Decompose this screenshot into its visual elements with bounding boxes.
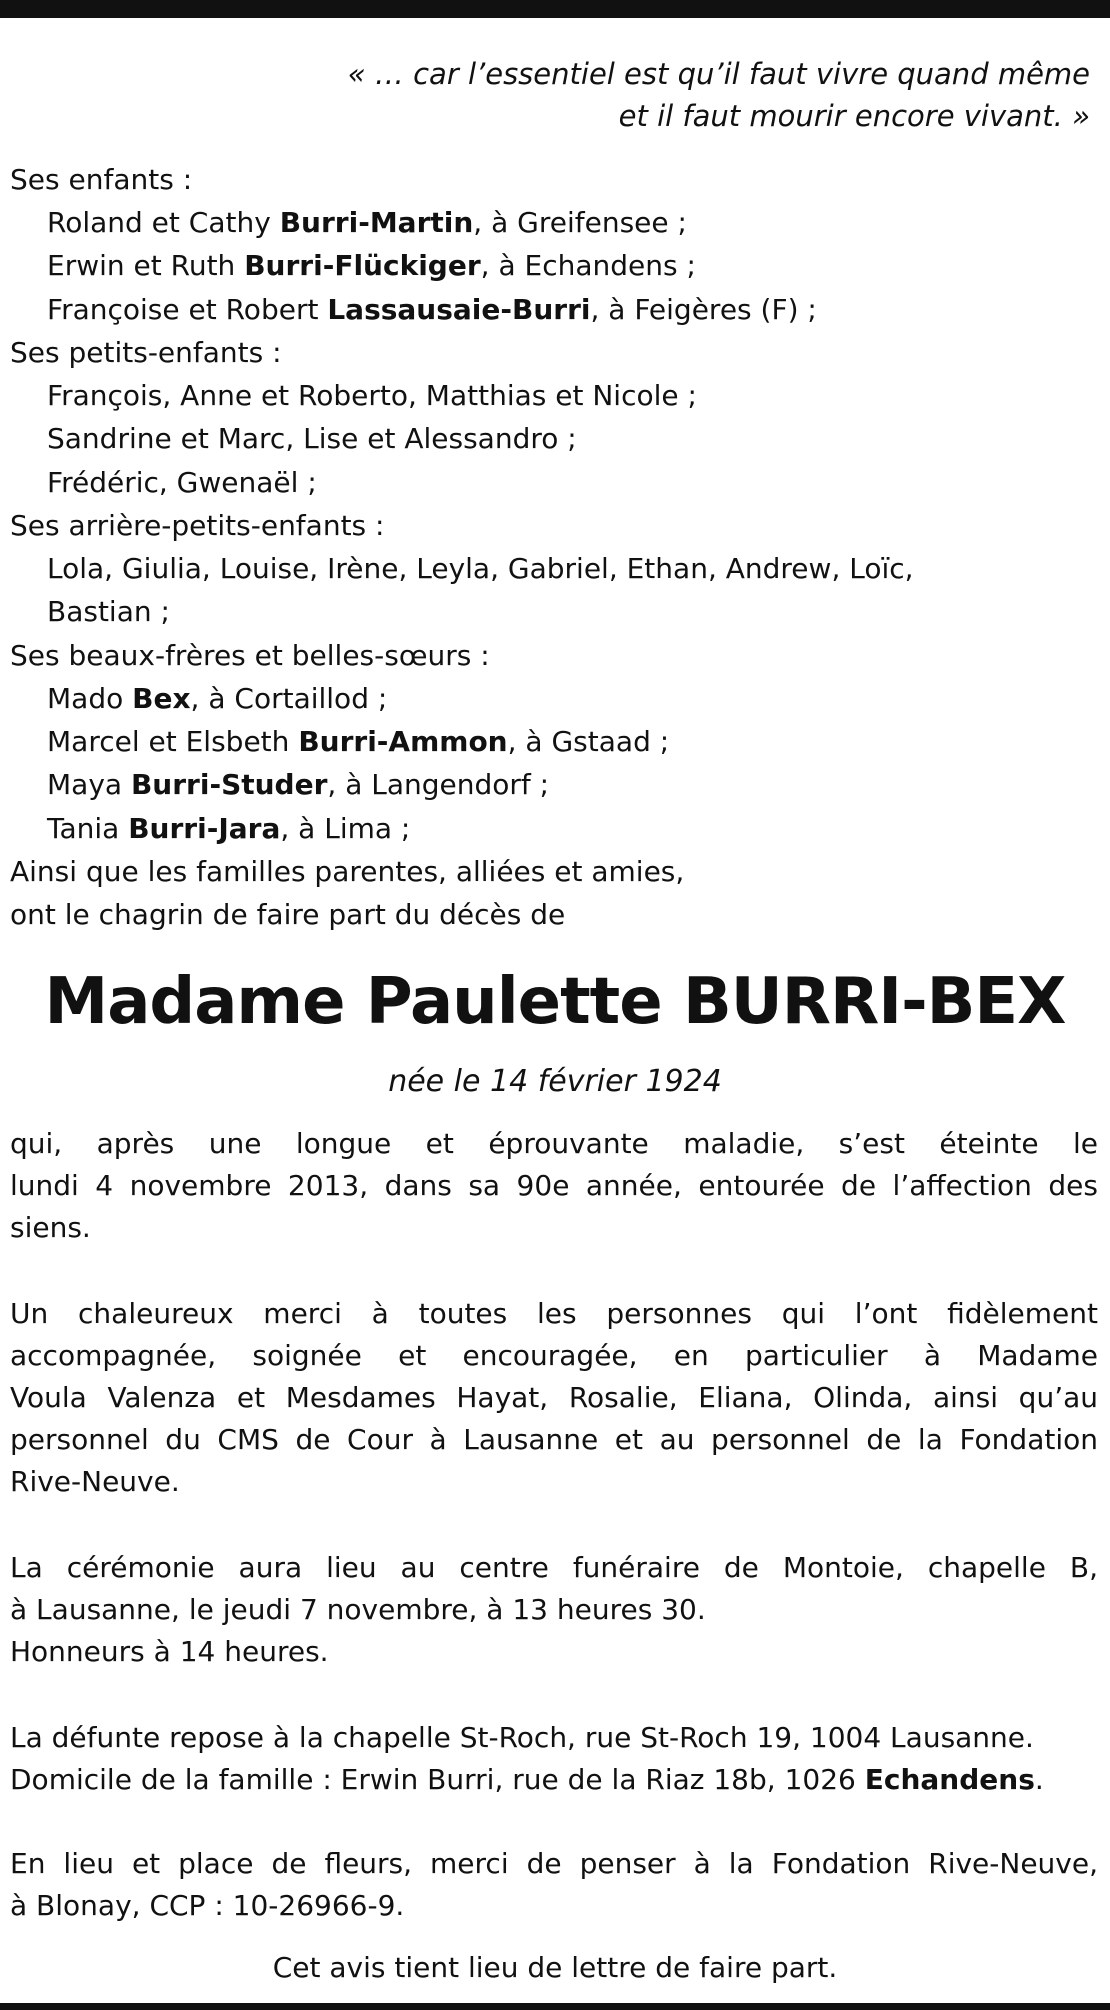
grandchildren-line: François, Anne et Roberto, Matthias et Nicole ;: [47, 379, 697, 412]
closing-intro-line: Ainsi que les familles parentes, alliées et amies,: [10, 855, 685, 888]
family-name: Burri-Studer: [130, 768, 328, 801]
family-name: Burri-Jara: [128, 812, 281, 845]
grandchildren-heading: Ses petits-enfants :: [10, 336, 282, 369]
child-entry: Françoise et Robert Lassausaie-Burri, à Feigères (F) ;: [47, 293, 817, 326]
death-line: siens.: [10, 1211, 91, 1244]
family-name: Bex: [132, 682, 191, 715]
great-grandchildren-heading: Ses arrière-petits-enfants :: [10, 509, 385, 542]
death-line: qui, après une longue et éprouvante maladie, s’est éteinte le: [10, 1127, 1098, 1160]
thanks-line: Un chaleureux merci à toutes les personnes qui l’ont fidèlement: [10, 1297, 1098, 1330]
family-name: Lassausaie-Burri: [327, 293, 591, 326]
closing-intro-line: ont le chagrin de faire part du décès de: [10, 898, 566, 931]
in-laws-heading: Ses beaux-frères et belles-sœurs :: [10, 639, 490, 672]
chapel-line: La défunte repose à la chapelle St-Roch, rue St-Roch 19, 1004 Lausanne.: [10, 1721, 1034, 1754]
in-law-entry: Mado Bex, à Cortaillod ;: [47, 682, 388, 715]
in-law-entry: Maya Burri-Studer, à Langendorf ;: [47, 768, 550, 801]
in-law-entry: Marcel et Elsbeth Burri-Ammon, à Gstaad ;: [47, 725, 670, 758]
bottom-rule: [0, 2003, 1110, 2010]
deceased-name: Madame Paulette BURRI-BEX: [44, 965, 1066, 1039]
thanks-line: Rive-Neuve.: [10, 1465, 180, 1498]
footer-note: Cet avis tient lieu de lettre de faire part.: [272, 1951, 838, 1984]
death-line: lundi 4 novembre 2013, dans sa 90e année, entourée de l’affection des: [10, 1169, 1098, 1202]
ceremony-line: Honneurs à 14 heures.: [10, 1635, 329, 1668]
ceremony-line: à Lausanne, le jeudi 7 novembre, à 13 heures 30.: [10, 1593, 706, 1626]
in-law-entry: Tania Burri-Jara, à Lima ;: [47, 812, 411, 845]
grandchildren-line: Sandrine et Marc, Lise et Alessandro ;: [47, 422, 577, 455]
quote-line-1: « … car l’essentiel est qu’il faut vivre quand même: [347, 57, 1090, 91]
top-rule: [0, 0, 1110, 18]
thanks-line: accompagnée, soignée et encouragée, en particulier à Madame: [10, 1339, 1098, 1372]
ceremony-line: La cérémonie aura lieu au centre funéraire de Montoie, chapelle B,: [10, 1551, 1098, 1584]
grandchildren-line: Frédéric, Gwenaël ;: [47, 466, 317, 499]
great-grandchildren-line: Lola, Giulia, Louise, Irène, Leyla, Gabriel, Ethan, Andrew, Loïc,: [47, 552, 914, 585]
child-entry: Roland et Cathy Burri-Martin, à Greifensee ;: [47, 206, 687, 239]
thanks-line: personnel du CMS de Cour à Lausanne et au personnel de la Fondation: [10, 1423, 1098, 1456]
flowers-line: à Blonay, CCP : 10-26966-9.: [10, 1889, 405, 1922]
family-name: Burri-Martin: [279, 206, 474, 239]
domicile-town: Echandens: [864, 1763, 1035, 1796]
quote-line-2: et il faut mourir encore vivant. »: [618, 99, 1090, 133]
thanks-line: Voula Valenza et Mesdames Hayat, Rosalie, Eliana, Olinda, ainsi qu’au: [10, 1381, 1098, 1414]
child-entry: Erwin et Ruth Burri-Flückiger, à Echandens ;: [47, 249, 696, 282]
children-heading: Ses enfants :: [10, 163, 193, 196]
family-name: Burri-Ammon: [298, 725, 508, 758]
great-grandchildren-line: Bastian ;: [47, 595, 170, 628]
domicile-line: Domicile de la famille : Erwin Burri, rue de la Riaz 18b, 1026 Echandens.: [10, 1763, 1044, 1796]
flowers-line: En lieu et place de fleurs, merci de penser à la Fondation Rive-Neuve,: [10, 1847, 1098, 1880]
family-name: Burri-Flückiger: [244, 249, 481, 282]
birth-date: née le 14 février 1924: [388, 1064, 722, 1099]
